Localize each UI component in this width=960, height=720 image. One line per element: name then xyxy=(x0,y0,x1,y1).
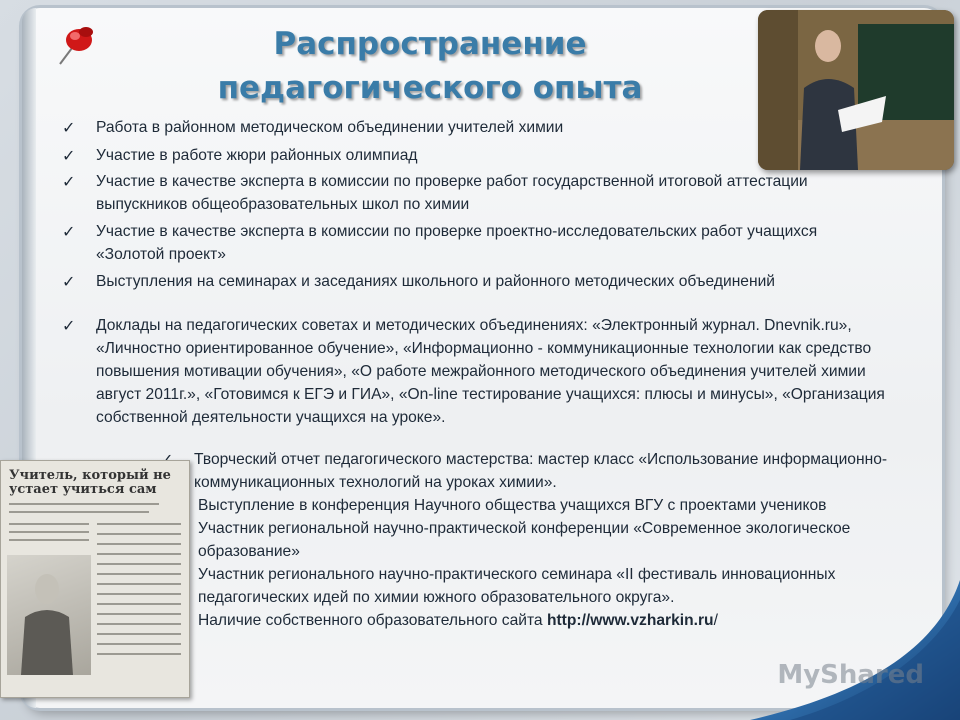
clipping-text-line xyxy=(9,539,89,541)
list-item xyxy=(62,220,862,266)
newspaper-clipping xyxy=(0,460,190,698)
list-item-text: Участие в работе жюри районных олимпиад xyxy=(96,147,418,164)
list-item-text: Участник регионального научно-практического семинара «II фестиваль инновационных педагогических идей по химии южного образовательного округа». xyxy=(198,566,836,606)
clipping-text-line xyxy=(97,603,181,605)
clipping-text-line xyxy=(97,573,181,575)
clipping-text-line xyxy=(9,531,89,533)
list-item xyxy=(62,116,902,139)
clipping-text-line xyxy=(97,643,181,645)
clipping-text-line xyxy=(97,543,181,545)
clipping-text-line xyxy=(9,503,159,505)
clipping-text-line xyxy=(97,533,181,535)
list-item-text: Творческий отчет педагогического мастерства: мастер класс «Использование информационно-коммуникационных технологий на уроках химии». xyxy=(194,451,888,491)
check-icon: ✓ xyxy=(62,316,76,335)
check-icon: ✓ xyxy=(62,118,76,137)
page-title: Распространение педагогического опыта xyxy=(217,26,643,106)
check-icon: ✓ xyxy=(62,222,76,241)
website-prefix: Наличие собственного образовательного сайта xyxy=(198,612,547,629)
clipping-text-line xyxy=(97,523,181,525)
list-item-text: Работа в районном методическом объединении учителей химии xyxy=(96,119,564,136)
list-item xyxy=(62,144,902,167)
clipping-text-line xyxy=(97,553,181,555)
check-icon: ✓ xyxy=(62,272,76,291)
list-item-text: Выступление в конференция Научного общества учащихся ВГУ с проектами учеников xyxy=(198,497,827,514)
clipping-text-line xyxy=(97,593,181,595)
list-item-text: Доклады на педагогических советах и методических объединениях: «Электронный журнал. Dnevnik.ru», «Личностно ориентированное обучение», «Информационно - коммуникационные технологии как средство повышения мотивации обучения», «О работе межрайонного методического объединения учителей химии август 2011г.», «Готовимся к ЕГЭ и ГИА», «On-line тестирование учащихся: плюсы и минусы», «Организация собственной деятельности учащихся на уроке». xyxy=(96,317,885,426)
page-curl-decoration xyxy=(660,580,960,720)
clipping-text-line xyxy=(97,633,181,635)
website-link[interactable]: http://www.vzharkin.ru xyxy=(546,612,714,629)
clipping-text-line xyxy=(97,563,181,565)
list-item-text: Участие в качестве эксперта в комиссии по проверке работ государственной итоговой аттестации выпускников общеобразовательных школ по химии xyxy=(96,173,808,213)
clipping-text-line xyxy=(97,613,181,615)
watermark: MyShared xyxy=(777,660,924,690)
clipping-text-line xyxy=(97,583,181,585)
list-item xyxy=(62,314,902,429)
website-suffix: / xyxy=(713,612,718,629)
clipping-text-line xyxy=(9,511,149,513)
clipping-headline: Учитель, который не устает учиться сам xyxy=(9,468,171,497)
check-icon: ✓ xyxy=(62,146,76,165)
list-item xyxy=(62,170,862,216)
clipping-text-line xyxy=(9,523,89,525)
list-item xyxy=(62,270,822,293)
clipping-text-line xyxy=(97,653,181,655)
clipping-photo xyxy=(7,555,91,675)
check-icon: ✓ xyxy=(62,172,76,191)
clipping-text-line xyxy=(97,623,181,625)
list-item-text: Участие в качестве эксперта в комиссии по проверке проектно-исследовательских работ учащихся «Золотой проект» xyxy=(96,223,818,263)
list-item xyxy=(160,448,900,494)
list-item-text: Участник региональной научно-практической конференции «Современное экологическое образование» xyxy=(198,520,851,560)
pushpin-icon xyxy=(46,18,102,74)
list-item-text: Выступления на семинарах и заседаниях школьного и районного методических объединений xyxy=(96,273,776,290)
